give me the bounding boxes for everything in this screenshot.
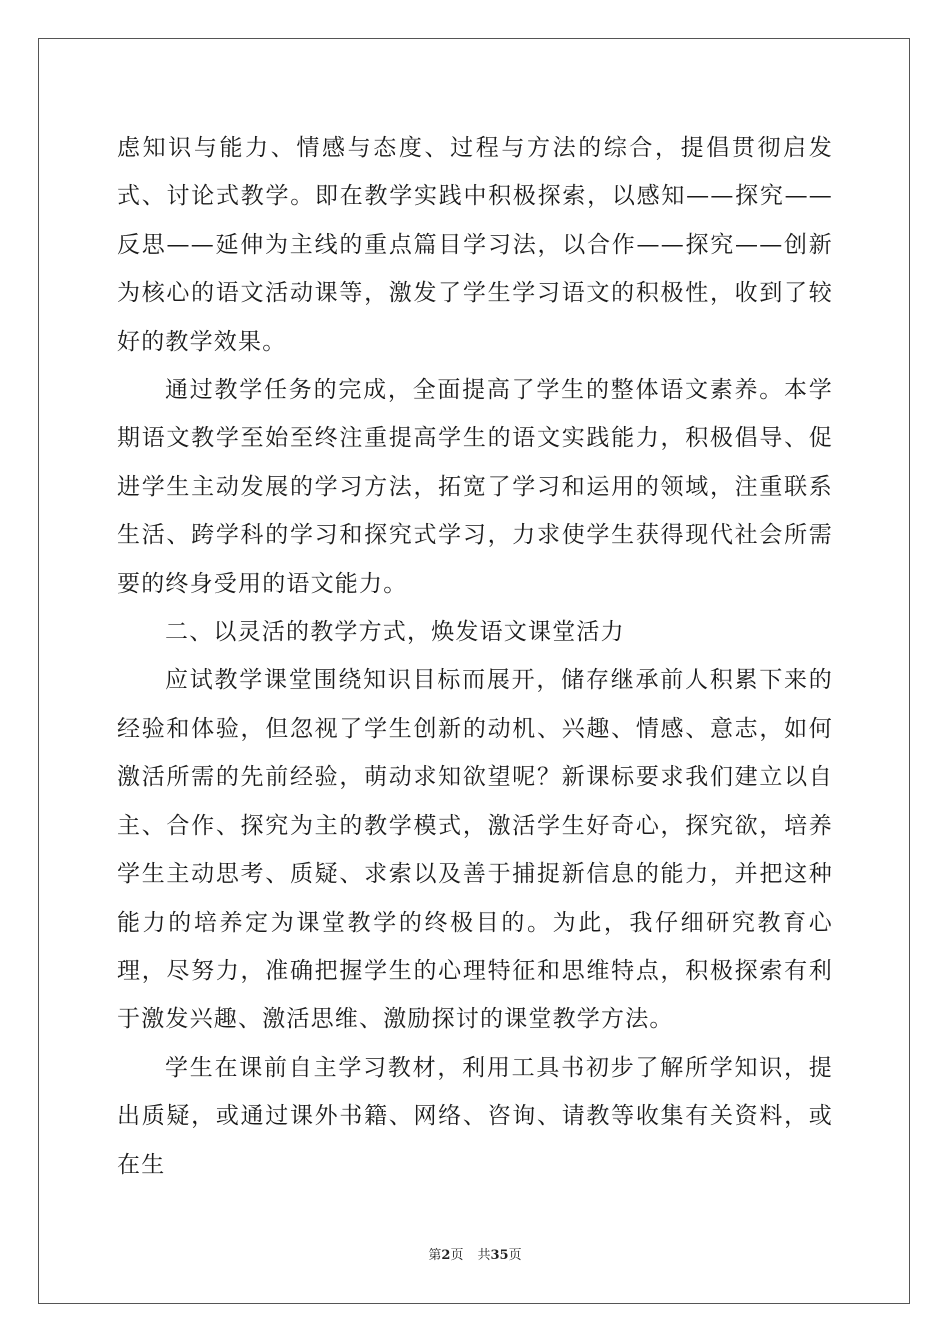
paragraph-1: 虑知识与能力、情感与态度、过程与方法的综合，提倡贯彻启发式、讨论式教学。即在教学实践中积极探索，以感知——探究——反思——延伸为主线的重点篇目学习法，以合作——探究——创新为核心的语文活动课等，激发了学生学习语文的积极性，收到了较好的教学效果。 [117, 135, 833, 355]
total-pages: 35 [490, 1248, 509, 1263]
page-prefix: 第 [428, 1248, 442, 1263]
section-heading: 二、以灵活的教学方式，焕发语文课堂活力 [165, 619, 625, 646]
total-prefix: 共 [477, 1248, 491, 1263]
paragraph-3: 应试教学课堂围绕知识目标而展开，储存继承前人积累下来的经验和体验，但忽视了学生创新的动机、兴趣、情感、意志，如何激活所需的先前经验，萌动求知欲望呢？新课标要求我们建立以自主、合作、探究为主的教学模式，激活学生好奇心，探究欲，培养学生主动思考、质疑、求索以及善于捕捉新信息的能力，并把这种能力的培养定为课堂教学的终极目的。为此，我仔细研究教育心理，尽努力，准确把握学生的心理特征和思维特点，积极探索有利于激发兴趣、激活思维、激励探讨的课堂教学方法。 [117, 667, 833, 1033]
paragraph-4: 学生在课前自主学习教材，利用工具书初步了解所学知识，提出质疑，或通过课外书籍、网络、咨询、请教等收集有关资料，或在生 [117, 1054, 833, 1178]
document-body [117, 124, 833, 1189]
paragraph-2: 通过教学任务的完成，全面提高了学生的整体语文素养。本学期语文教学至始至终注重提高学生的语文实践能力，积极倡导、促进学生主动发展的学习方法，拓宽了学习和运用的领域，注重联系生活、跨学科的学习和探究式学习，力求使学生获得现代社会所需要的终身受用的语文能力。 [117, 377, 833, 597]
page-suffix: 页 [450, 1248, 464, 1263]
page-footer [0, 1244, 950, 1263]
total-suffix: 页 [508, 1248, 522, 1263]
page-number: 2 [441, 1248, 451, 1263]
